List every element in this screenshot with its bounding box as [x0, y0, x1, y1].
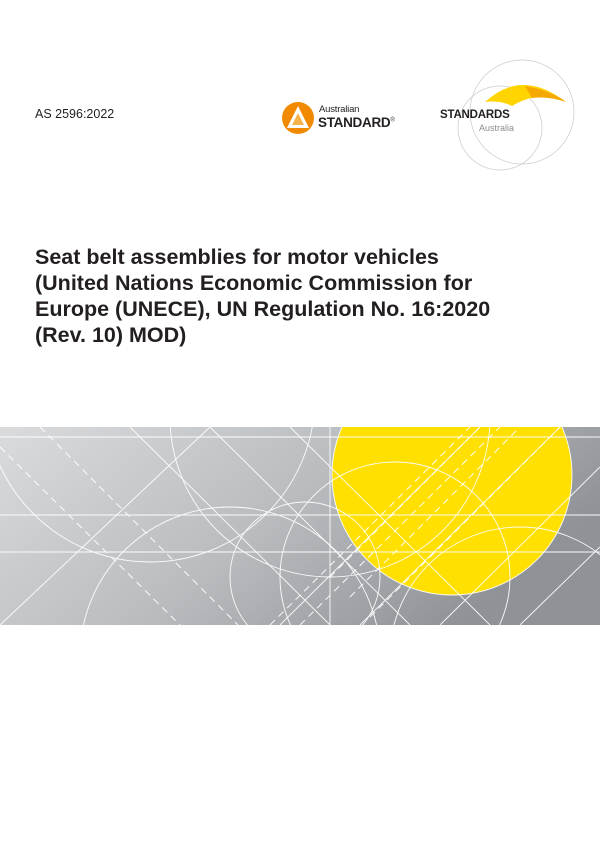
australian-standard-line2: STANDARD® — [318, 115, 395, 130]
australian-standard-logo — [281, 101, 401, 137]
decorative-banner — [0, 427, 600, 625]
document-title — [35, 244, 575, 348]
australian-standard-line1: Australian — [319, 104, 360, 115]
standards-australia-line2: Australia — [479, 123, 515, 133]
title-line: (Rev. 10) MOD) — [35, 323, 187, 347]
standards-australia-logo — [430, 50, 580, 180]
title-line: Seat belt assemblies for motor vehicles — [35, 245, 439, 269]
title-line: (United Nations Economic Commission for — [35, 271, 473, 295]
australian-standard-triangle-icon — [281, 101, 315, 135]
standards-australia-line1: STANDARDS — [440, 109, 510, 121]
title-line: Europe (UNECE), UN Regulation No. 16:2020 — [35, 297, 491, 321]
document-id: AS 2596:2022 — [35, 107, 115, 121]
